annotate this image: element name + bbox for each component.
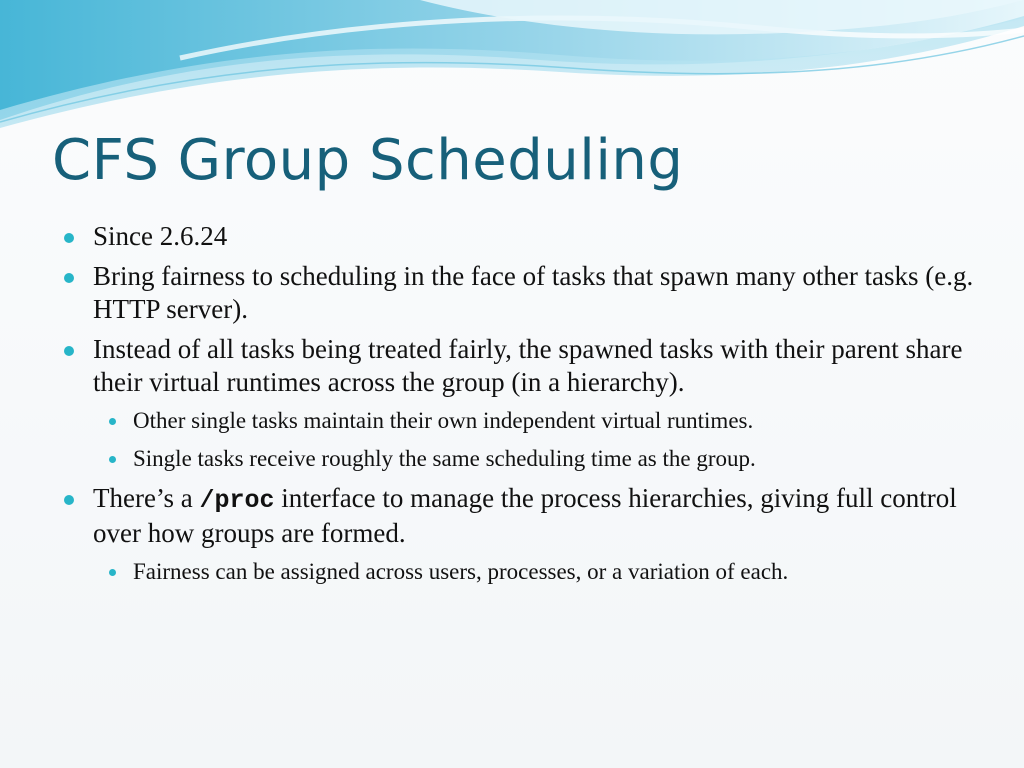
- sub-bullet-dot-icon: [109, 418, 116, 425]
- bullet-item: [58, 333, 978, 399]
- bullet-text-suffix: interface to manage the process hierarchies, giving full control over how groups are formed.: [93, 483, 957, 548]
- bullet-dot-icon: [64, 273, 74, 283]
- bullet-text: Bring fairness to scheduling in the face of tasks that spawn many other tasks (e.g. HTTP server).: [93, 261, 974, 324]
- bullet-item: [58, 220, 978, 253]
- sub-bullet-item: [58, 406, 978, 436]
- bullet-text: Since 2.6.24: [93, 221, 228, 251]
- bullet-item: [58, 260, 978, 326]
- sub-bullet-dot-icon: [109, 569, 116, 576]
- bullet-list: [58, 220, 978, 595]
- proc-code-text: /proc: [199, 486, 275, 515]
- bullet-text-prefix: There’s a: [93, 483, 200, 513]
- bullet-dot-icon: [64, 495, 74, 505]
- sub-bullet-text: Fairness can be assigned across users, processes, or a variation of each.: [133, 559, 789, 584]
- slide-title: CFS Group Scheduling: [52, 128, 684, 193]
- bullet-dot-icon: [64, 233, 74, 243]
- header-wave-decoration: [0, 0, 1024, 130]
- sub-bullet-text: Single tasks receive roughly the same scheduling time as the group.: [133, 446, 756, 471]
- sub-bullet-text: Other single tasks maintain their own independent virtual runtimes.: [133, 408, 754, 433]
- bullet-item: [58, 482, 978, 550]
- bullet-text: Instead of all tasks being treated fairly, the spawned tasks with their parent share their virtual runtimes across the group (in a hierarchy).: [93, 334, 963, 397]
- bullet-dot-icon: [64, 346, 74, 356]
- sub-bullet-item: [58, 557, 978, 587]
- sub-bullet-dot-icon: [109, 456, 116, 463]
- sub-bullet-item: [58, 444, 978, 474]
